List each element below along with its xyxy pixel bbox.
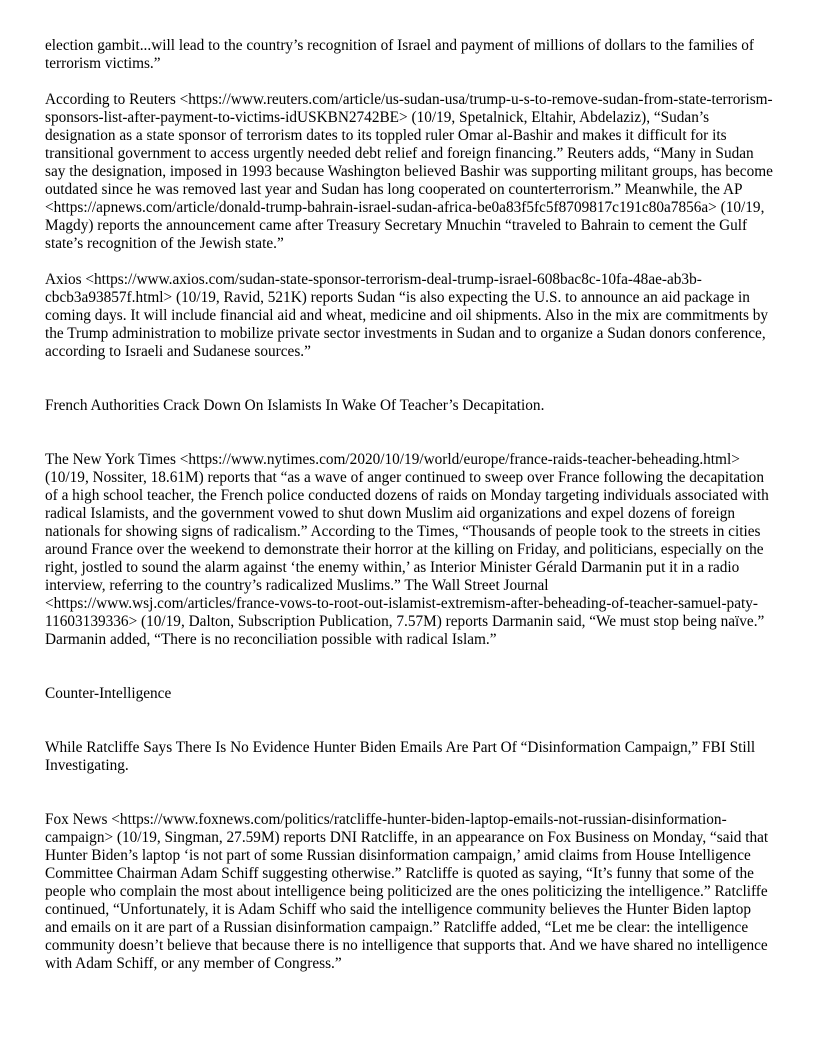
spacer — [45, 415, 775, 451]
paragraph-fox-ratcliffe: Fox News <https://www.foxnews.com/politics/ratcliffe-hunter-biden-laptop-emails-not-russian-disinformation-campaign> (10/19, Singman, 27.59M) reports DNI Ratcliffe, in an appearance on Fox Business on Monday, “said that Hunter Biden’s laptop ‘is not part of some Russian disinformation campaign,’ amid claims from House Intelligence Committee Chairman Adam Schiff suggesting otherwise.” Ratcliffe is quoted as saying, “It’s funny that some of the people who complain the most about intelligence being politicized are the ones politicizing the intelligence.” Ratcliffe continued, “Unfortunately, it is Adam Schiff who said the intelligence community believes the Hunter Biden laptop and emails on it are part of a Russian disinformation campaign.” Ratcliffe added, “Let me be clear: the intelligence community doesn’t believe that because there is no intelligence that supports that. And we have shared no intelligence with Adam Schiff, or any member of Congress.” — [45, 811, 769, 972]
spacer — [45, 649, 775, 685]
spacer — [45, 361, 775, 397]
paragraph-axios-sudan: Axios <https://www.axios.com/sudan-state-sponsor-terrorism-deal-trump-israel-608bac8c-10fa-48ae-ab3b-cbcb3a93857f.html> (10/19, Ravid, 521K) reports Sudan “is also expecting the U.S. to announce an aid package in coming days. It will include financial aid and wheat, medicine and oil shipments. Also in the mix are commitments by the Trump administration to mobilize private sector investments in Sudan and to organize a Sudan donors conference, according to Israeli and Sudanese sources.” — [45, 271, 769, 360]
document-page — [45, 37, 775, 973]
headline-ratcliffe-hunter-biden: While Ratcliffe Says There Is No Evidence Hunter Biden Emails Are Part Of “Disinformation Campaign,” FBI Still Investigating. — [45, 739, 756, 774]
paragraph-sudan-continuation: election gambit...will lead to the country’s recognition of Israel and payment of millions of dollars to the families of terrorism victims.” — [45, 37, 755, 72]
paragraph-reuters-sudan: According to Reuters <https://www.reuters.com/article/us-sudan-usa/trump-u-s-to-remove-sudan-from-state-terrorism-sponsors-list-after-payment-to-victims-idUSKBN2742BE> (10/19, Spetalnick, Eltahir, Abdelaziz), “Sudan’s designation as a state sponsor of terrorism dates to its toppled ruler Omar al-Bashir and makes it difficult for its transitional government to access urgently needed debt relief and foreign financing.” Reuters adds, “Many in Sudan say the designation, imposed in 1993 because Washington believed Bashir was supporting militant groups, has become outdated since he was removed last year and Sudan has long cooperated on counterterrorism.” Meanwhile, the AP <https://apnews.com/article/donald-trump-bahrain-israel-sudan-africa-be0a83f5fc5f8709817c191c80a7856a> (10/19, Magdy) reports the announcement came after Treasury Secretary Mnuchin “traveled to Bahrain to cement the Gulf state’s recognition of the Jewish state.” — [45, 91, 773, 252]
spacer — [45, 775, 775, 811]
section-heading-counter-intelligence: Counter-Intelligence — [45, 685, 172, 702]
headline-france-islamists: French Authorities Crack Down On Islamists In Wake Of Teacher’s Decapitation. — [45, 397, 545, 414]
paragraph-nyt-france: The New York Times <https://www.nytimes.com/2020/10/19/world/europe/france-raids-teacher-beheading.html> (10/19, Nossiter, 18.61M) reports that “as a wave of anger continued to sweep over France following the decapitation of a high school teacher, the French police conducted dozens of raids on Monday targeting individuals associated with radical Islamists, and the government vowed to shut down Muslim aid organizations and expel dozens of foreign nationals for showing signs of radicalism.” According to the Times, “Thousands of people took to the streets in cities around France over the weekend to demonstrate their horror at the killing on Friday, and politicians, especially on the right, jostled to sound the alarm against ‘the enemy within,’ as Interior Minister Gérald Darmanin put it in a radio interview, referring to the country’s radicalized Muslims.” The Wall Street Journal <https://www.wsj.com/articles/france-vows-to-root-out-islamist-extremism-after-beheading-of-teacher-samuel-paty-11603139336> (10/19, Dalton, Subscription Publication, 7.57M) reports Darmanin said, “We must stop being naïve.” Darmanin added, “There is no reconciliation possible with radical Islam.” — [45, 451, 769, 648]
spacer — [45, 253, 775, 271]
spacer — [45, 703, 775, 739]
spacer — [45, 73, 775, 91]
